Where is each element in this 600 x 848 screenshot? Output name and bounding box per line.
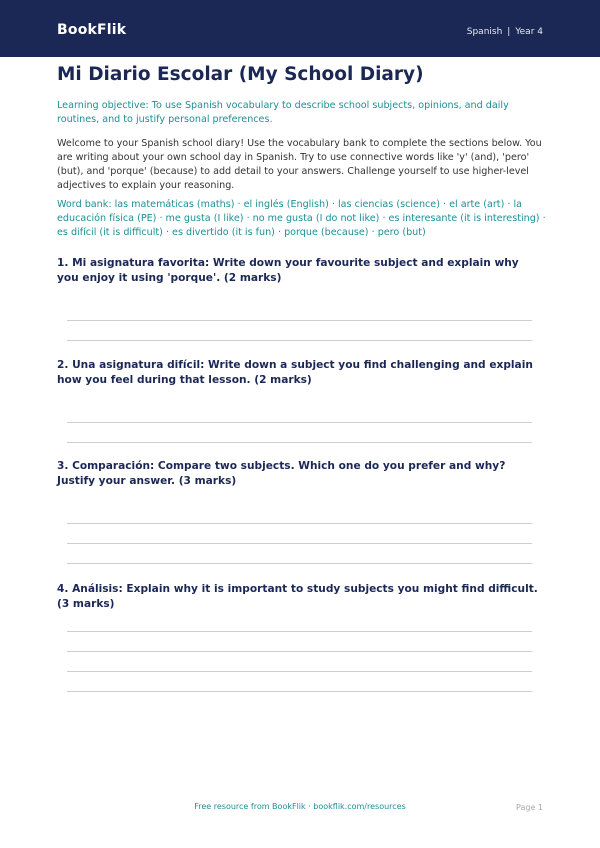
brand-logo-text: BookFlik [57,22,127,38]
subject-label: Spanish [466,27,503,37]
question-1: 1. Mi asignatura favorita: Write down your favourite subject and explain why you enjoy it using 'porque'. (2 marks) [57,257,519,284]
answer-line[interactable] [67,320,532,321]
answer-line[interactable] [67,442,532,443]
page-header [0,0,600,57]
page-title: Mi Diario Escolar (My School Diary) [57,64,424,85]
answer-line[interactable] [67,523,532,524]
answer-line[interactable] [67,563,532,564]
question-3: 3. Comparación: Compare two subjects. Which one do you prefer and why? Justify your answer. (3 marks) [57,460,506,487]
header-meta [467,27,543,37]
question-2: 2. Una asignatura difícil: Write down a subject you find challenging and explain how you feel during that lesson. (2 marks) [57,359,533,386]
learning-objective: Learning objective: To use Spanish vocabulary to describe school subjects, opinions, and daily routines, and to justify personal preferences. [57,100,509,125]
answer-line[interactable] [67,631,532,632]
answer-line[interactable] [67,422,532,423]
answer-line[interactable] [67,340,532,341]
answer-line[interactable] [67,543,532,544]
intro-paragraph: Welcome to your Spanish school diary! Use the vocabulary bank to complete the sections below. You are writing about your own school day in Spanish. Try to use connective words like 'y' (and), 'pero' (but), and 'porque' (because) to add detail to your answers. Challenge yourself to use higher-level adjectives to explain your reasoning. [57,138,542,191]
answer-line[interactable] [67,691,532,692]
year-label: Year 4 [515,27,543,37]
header-separator: | [507,27,511,37]
answer-line[interactable] [67,671,532,672]
page-number: Page 1 [516,803,543,812]
answer-line[interactable] [67,651,532,652]
question-4: 4. Análisis: Explain why it is important to study subjects you might find difficult. (3 marks) [57,583,538,610]
word-bank: Word bank: las matemáticas (maths) · el inglés (English) · las ciencias (science) · el arte (art) · la educación física (PE) · me gusta (I like) · no me gusta (I do not like) · es interesante (it is interesting) · es difícil (it is difficult) · es divertido (it is fun) · porque (because) · pero (but) [57,199,546,238]
footer-link-text[interactable]: Free resource from BookFlik · bookflik.com/resources [194,802,406,811]
